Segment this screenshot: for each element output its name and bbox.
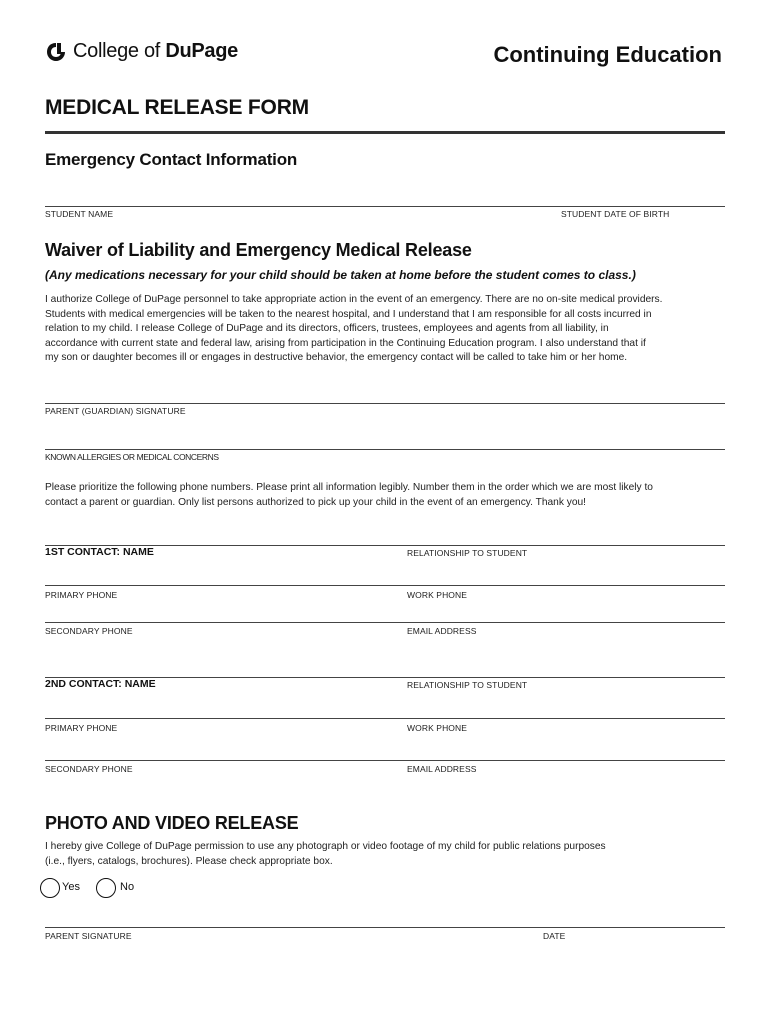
waiver-line: Students with medical emergencies will be taken to the nearest hospital, and I understand that I am responsible for all costs incurred in [45, 308, 652, 320]
photo-line: I hereby give College of DuPage permission to use any photograph or video footage of my child for public relations purposes [45, 841, 606, 852]
no-radio[interactable] [96, 878, 116, 898]
yes-label: Yes [62, 881, 80, 893]
contact2-secondary-phone-label: SECONDARY PHONE [45, 764, 133, 774]
contact2-email-label: EMAIL ADDRESS [407, 764, 477, 774]
contact2-phone-line[interactable] [45, 718, 725, 719]
contact1-relationship-label: RELATIONSHIP TO STUDENT [407, 548, 528, 558]
contact2-secondary-line[interactable] [45, 760, 725, 761]
college-logo [45, 40, 238, 63]
allergies-line[interactable] [45, 449, 725, 450]
parent-signature-line[interactable] [45, 403, 725, 404]
contact2-name-label: 2ND CONTACT: NAME [45, 678, 156, 690]
photo-paragraph [45, 840, 725, 869]
waiver-subtitle: (Any medications necessary for your child should be taken at home before the student comes to class.) [45, 268, 636, 282]
contact1-email-label: EMAIL ADDRESS [407, 626, 477, 636]
waiver-section-title: Waiver of Liability and Emergency Medical Release [45, 240, 472, 260]
emergency-section-title: Emergency Contact Information [45, 150, 298, 169]
student-dob-label: STUDENT DATE OF BIRTH [561, 209, 670, 219]
contact1-phone-line[interactable] [45, 585, 725, 586]
prioritize-paragraph [45, 481, 725, 510]
logo-text-bold: DuPage [165, 40, 238, 62]
prioritize-line: Please prioritize the following phone numbers. Please print all information legibly. Number them in the order which we are most likely to [45, 482, 653, 493]
photo-section-title: PHOTO AND VIDEO RELEASE [45, 813, 299, 833]
no-label: No [120, 881, 135, 893]
contact1-work-phone-label: WORK PHONE [407, 590, 468, 600]
contact2-relationship-label: RELATIONSHIP TO STUDENT [407, 680, 528, 690]
title-divider [45, 131, 725, 134]
logo-text-prefix: College of [73, 40, 166, 62]
waiver-line: I authorize College of DuPage personnel to take appropriate action in the event of an emergency. There are no on-site medical providers. [45, 294, 663, 305]
prioritize-line: contact a parent or guardian. Only list persons authorized to pick up your child in the event of an emergency. Thank you! [45, 496, 587, 508]
contact2-primary-phone-label: PRIMARY PHONE [45, 723, 118, 733]
student-name-label: STUDENT NAME [45, 209, 114, 219]
waiver-line: accordance with current state and federal law, arising from participation in the Continuing Education program. I also understand that if [45, 337, 646, 349]
contact1-primary-phone-label: PRIMARY PHONE [45, 590, 118, 600]
photo-line: (i.e., flyers, catalogs, brochures). Please check appropriate box. [45, 855, 333, 867]
photo-date-label: DATE [543, 931, 566, 941]
logo-text [73, 40, 238, 63]
contact1-secondary-phone-label: SECONDARY PHONE [45, 626, 133, 636]
waiver-line: my son or daughter becomes ill or engages in destructive behavior, the emergency contact will be called to take him or her home. [45, 352, 628, 364]
contact1-name-label: 1ST CONTACT: NAME [45, 546, 154, 558]
waiver-paragraph [45, 293, 725, 366]
contact1-secondary-line[interactable] [45, 622, 725, 623]
contact2-work-phone-label: WORK PHONE [407, 723, 468, 733]
waiver-line: relation to my child. I release College of DuPage and its directors, officers, trustees, employees and agents from all liability, in [45, 323, 609, 335]
college-logo-icon [45, 41, 67, 63]
photo-parent-signature-label: PARENT SIGNATURE [45, 931, 132, 941]
photo-signature-line[interactable] [45, 927, 725, 928]
form-title: MEDICAL RELEASE FORM [45, 96, 309, 119]
allergies-label: KNOWN ALLERGIES OR MEDICAL CONCERNS [45, 452, 219, 462]
student-line[interactable] [45, 206, 725, 207]
yes-radio[interactable] [40, 878, 60, 898]
parent-signature-label: PARENT (GUARDIAN) SIGNATURE [45, 406, 186, 416]
department-title: Continuing Education [493, 42, 722, 67]
